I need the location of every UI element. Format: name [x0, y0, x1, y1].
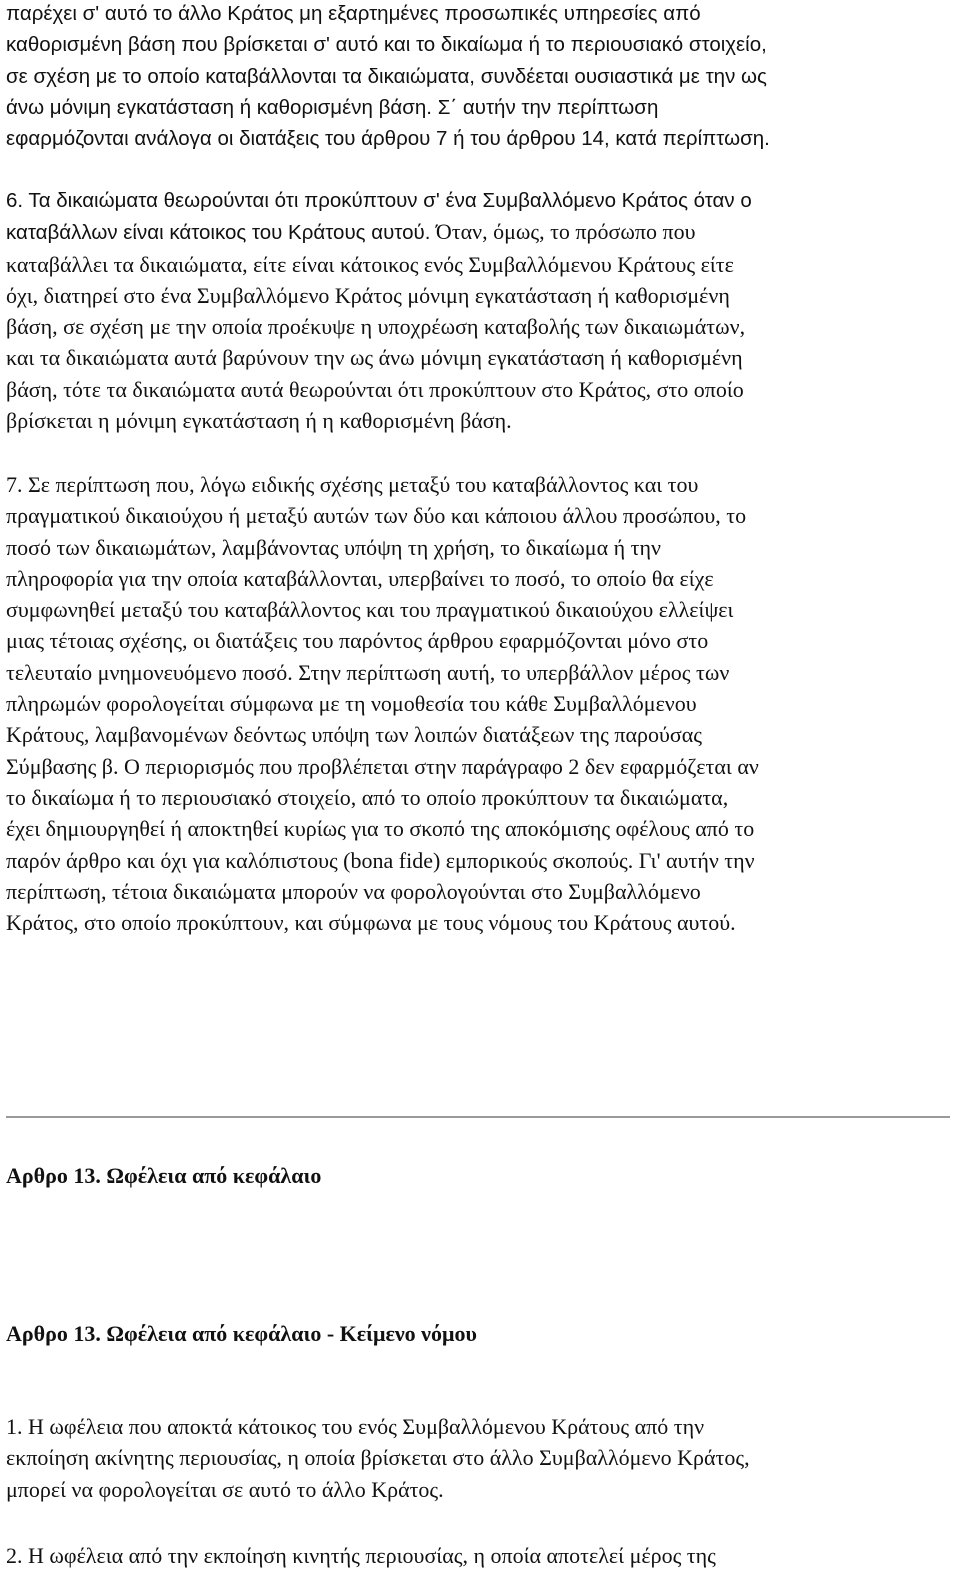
paragraph-6-rest: Όταν, όμως, το πρόσωπο που καταβάλλει τα δικαιώματα, είτε είναι κάτοικος ενός Συμβαλλόμενου Κράτους είτε όχι, διατηρεί στο ένα Συμβαλλόμενο Κράτος μόνιμη εγκατάσταση ή καθορισμένη βάση, σε σχέση με την οποία προέκυψε η υποχρέωση καταβολής των δικαιωμάτων, και τα δικαιώματα αυτά βαρύνουν την ως άνω μόνιμη εγκατάσταση ή καθορισμένη βάση, τότε τα δικαιώματα αυτά θεωρούνται ότι προκύπτουν στο Κράτος, στο οποίο βρίσκεται η μόνιμη εγκατάσταση ή η καθορισμένη βάση. — [6, 219, 746, 434]
paragraph-6-lead: 6. Τα δικαιώματα θεωρούνται ότι προκύπτουν σ' ένα Συμβαλλόμενο Κράτος όταν ο καταβάλλων είναι κάτοικος του Κράτους αυτού. — [6, 189, 752, 245]
paragraph-6 — [6, 184, 752, 436]
article-13-heading: Αρθρο 13. Ωφέλεια από κεφάλαιο — [6, 1163, 322, 1188]
paragraph-13-2: 2. Η ωφέλεια από την εκποίηση κινητής περιουσίας, η οποία αποτελεί μέρος της — [6, 1543, 716, 1568]
paragraph-7: 7. Σε περίπτωση που, λόγω ειδικής σχέσης μεταξύ του καταβάλλοντος και του πραγματικού δικαιούχου ή μεταξύ αυτών των δύο και κάποιου άλλου προσώπου, το ποσό των δικαιωμάτων, λαμβάνοντας υπόψη τη χρήση, το δικαίωμα ή την πληροφορία για την οποία καταβάλλονται, υπερβαίνει το ποσό, το οποίο θα είχε συμφωνηθεί μεταξύ του καταβάλλοντος και του πραγματικού δικαιούχου ελλείψει μιας τέτοιας σχέσης, οι διατάξεις του παρόντος άρθρου εφαρμόζονται μόνο στο τελευταίο μνημονευόμενο ποσό. Στην περίπτωση αυτή, το υπερβάλλον μέρος των πληρωμών φορολογείται σύμφωνα με τη νομοθεσία του κάθε Συμβαλλόμενου Κράτους, λαμβανομένων δεόντως υπόψη των λοιπών διατάξεων της παρούσας Σύμβασης β. Ο περιορισμός που προβλέπεται στην παράγραφο 2 δεν εφαρμόζεται αν το δικαίωμα ή το περιουσιακό στοιχείο, από το οποίο προκύπτουν τα δικαιώματα, έχει δημιουργηθεί ή αποκτηθεί κυρίως για το σκοπό της αποκόμισης οφέλους από το παρόν άρθρο και όχι για καλόπιστους (bona fide) εμπορικούς σκοπούς. Γι' αυτήν την περίπτωση, τέτοια δικαιώματα μπορούν να φορολογούνται στο Συμβαλλόμενο Κράτος, στο οποίο προκύπτουν, και σύμφωνα με τους νόμους του Κράτους αυτού. — [6, 472, 759, 936]
paragraph-13-1: 1. Η ωφέλεια που αποκτά κάτοικος του ενός Συμβαλλόμενου Κράτους από την εκποίηση ακίνητης περιουσίας, η οποία βρίσκεται στο άλλο Συμβαλλόμενο Κράτος, μπορεί να φορολογείται σε αυτό το άλλο Κράτος. — [6, 1414, 750, 1502]
article-13-law-text-heading: Αρθρο 13. Ωφέλεια από κεφάλαιο - Κείμενο νόμου — [6, 1321, 477, 1346]
paragraph-continuation: παρέχει σ' αυτό το άλλο Κράτος μη εξαρτημένες προσωπικές υπηρεσίες από καθορισμένη βάση που βρίσκεται σ' αυτό και το δικαίωμα ή το περιουσιακό στοιχείο, σε σχέση με το οποίο καταβάλλονται τα δικαιώματα, συνδέεται ουσιαστικά με την ως άνω μόνιμη εγκατάσταση ή καθορισμένη βάση. Σ΄ αυτήν την περίπτωση εφαρμόζονται ανάλογα οι διατάξεις του άρθρου 7 ή του άρθρου 14, κατά περίπτωση. — [6, 2, 770, 151]
horizontal-divider — [6, 1116, 950, 1118]
